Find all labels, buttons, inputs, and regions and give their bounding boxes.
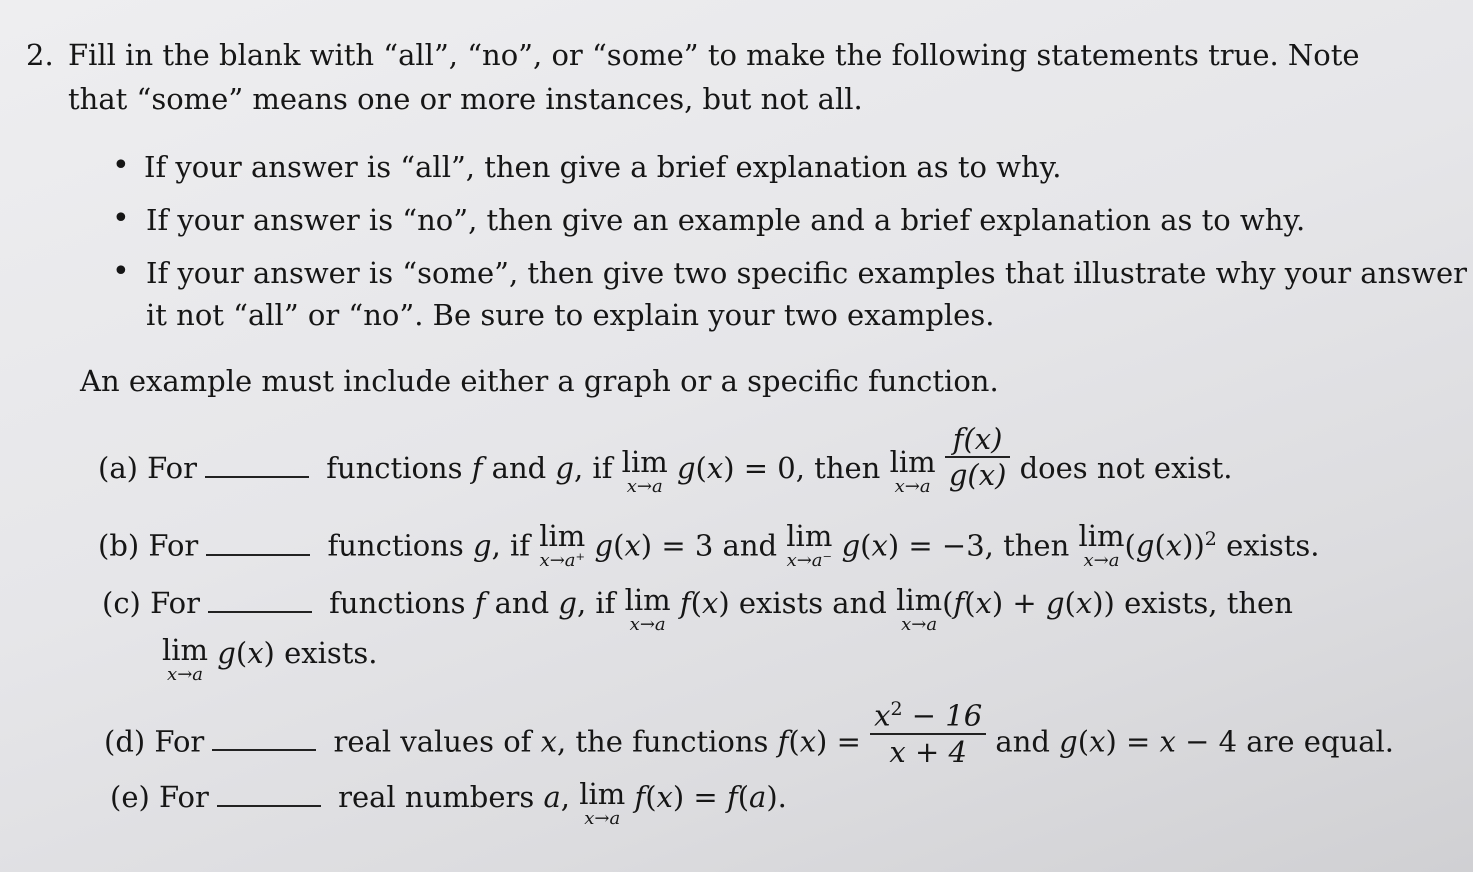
- limit-expression: lim x→a: [579, 777, 626, 829]
- problem-intro-line-1: Fill in the blank with “all”, “no”, or “some” to make the following statements true. Note: [68, 38, 1360, 72]
- limit-expression: lim x→a⁺: [539, 519, 586, 571]
- fraction-f-over-g: $\frac{f(x)}{g(x)}$: [945, 422, 1011, 492]
- problem-number: 2.: [26, 38, 54, 72]
- part-e: (e) For real numbers a, lim x→a f(x) = f(a).: [110, 777, 787, 829]
- part-for: For: [148, 528, 199, 563]
- bullet-some-line-2: it not “all” or “no”. Be sure to explain your two examples.: [146, 298, 995, 332]
- bullet-dot: •: [112, 148, 130, 183]
- problem-intro-line-2: that “some” means one or more instances, but not all.: [68, 82, 863, 116]
- answer-blank-d[interactable]: [212, 725, 316, 751]
- part-label: (c): [102, 586, 141, 620]
- bullet-no: If your answer is “no”, then give an example and a brief explanation as to why.: [146, 203, 1306, 237]
- bullet-some-line-1: If your answer is “some”, then give two specific examples that illustrate why your answer: [146, 256, 1467, 290]
- limit-expression: lim x→a: [621, 445, 668, 497]
- part-c: (c) For functions f and g, if lim x→a f(x) exists and lim x→a (f(x) + g(x)) exists, then: [102, 583, 1293, 635]
- part-label: (b): [98, 528, 140, 563]
- limit-expression: lim x→a: [889, 445, 936, 497]
- limit-expression: lim x→a: [1078, 519, 1125, 571]
- answer-blank-e[interactable]: [217, 781, 321, 807]
- limit-expression: lim x→a⁻: [786, 519, 833, 571]
- bullet-dot: •: [112, 201, 130, 236]
- part-label: (d): [104, 724, 146, 759]
- part-d: (d) For real values of x, the functions f(x) = $\frac{x^2 - 16}{x + 4}$ and g(x) = x − 4 are equal.: [104, 718, 1394, 769]
- answer-blank-c[interactable]: [208, 587, 312, 613]
- part-for: For: [159, 780, 209, 814]
- limit-expression: lim x→a: [624, 583, 671, 635]
- limit-expression: lim x→a: [896, 583, 943, 635]
- part-for: For: [150, 586, 200, 620]
- bullet-all: If your answer is “all”, then give a brief explanation as to why.: [144, 150, 1062, 184]
- part-for: For: [147, 451, 197, 485]
- answer-blank-b[interactable]: [206, 530, 310, 556]
- part-c-line-2: lim x→a g(x) exists.: [162, 633, 378, 685]
- part-label: (a): [98, 451, 138, 485]
- fraction-x2-16-over-x4: $\frac{x^2 - 16}{x + 4}$: [870, 692, 986, 769]
- part-a: (a) For functions f and g, if lim x→a g(x) = 0, then lim x→a $\frac{f(x)}{g(x)}$ does not exist.: [98, 422, 1233, 497]
- part-label: (e): [110, 780, 150, 814]
- bullet-dot: •: [112, 254, 130, 289]
- answer-blank-a[interactable]: [205, 452, 309, 478]
- part-for: For: [154, 724, 205, 759]
- example-note: An example must include either a graph or a specific function.: [80, 364, 999, 398]
- part-b: (b) For functions g, if lim x→a⁺ g(x) = 3 and lim x→a⁻ g(x) = −3, then lim x→a $(g(x))^2$ exists.: [98, 519, 1320, 571]
- limit-expression: lim x→a: [162, 633, 209, 685]
